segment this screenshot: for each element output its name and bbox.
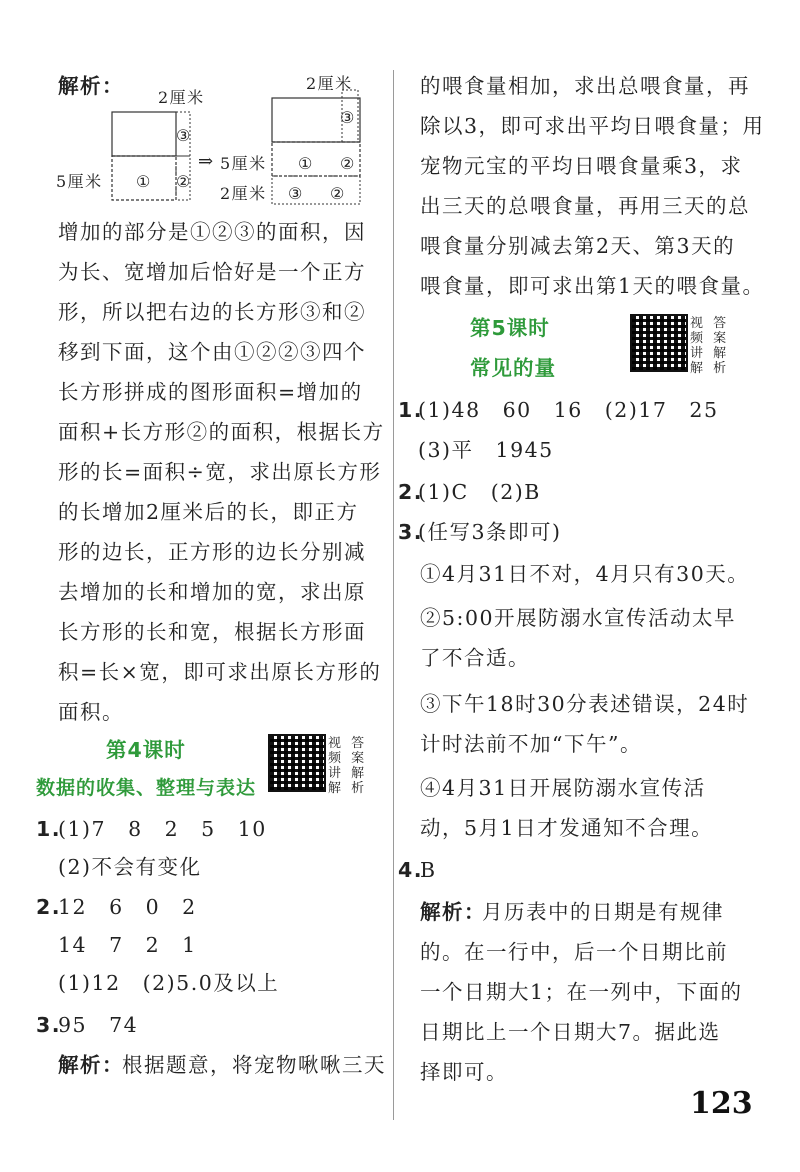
answer-item: 计时法前不加“下午”。 — [420, 732, 642, 756]
question-number: 1. — [36, 817, 62, 841]
analysis-text-line: 形的长=面积÷宽，求出原长方形 — [58, 460, 382, 484]
answer-line: 14 7 2 1 — [58, 933, 197, 957]
figure-circle-2c: ② — [330, 184, 346, 203]
figure-circle-3b: ③ — [340, 108, 356, 127]
figure-label-bottom-right: 2厘米 — [220, 184, 267, 203]
analysis-text-line: 出三天的总喂食量，再用三天的总 — [420, 194, 750, 218]
answer-item: 了不合适。 — [420, 646, 530, 670]
analysis-text-line: 增加的部分是①②③的面积，因 — [58, 220, 366, 244]
figure-label-top-left: 2厘米 — [158, 88, 205, 107]
figure-circle-1b: ① — [298, 154, 314, 173]
answer-item: 动，5月1日才发通知不合理。 — [420, 816, 714, 840]
figure-circle-1: ① — [136, 172, 152, 191]
figure-arrow: ⇒ — [198, 151, 215, 172]
figure-circle-3c: ③ — [288, 184, 304, 203]
question-number: 4. — [398, 858, 424, 882]
question-number: 1. — [398, 398, 424, 422]
analysis-label: 解析： — [58, 1053, 124, 1077]
answer-item: ④4月31日开展防溺水宣传活 — [420, 776, 706, 800]
analysis-text-line: 喂食量，即可求出第1天的喂食量。 — [420, 274, 765, 298]
qr-label: 视 答 — [690, 316, 730, 331]
qr-code-icon[interactable] — [268, 734, 326, 792]
question-number: 2. — [398, 480, 424, 504]
answer-line: (1)48 60 16 (2)17 25 — [418, 398, 719, 422]
qr-label: 频 案 — [690, 331, 730, 346]
qr-label: 解 析 — [690, 361, 730, 376]
question-number: 2. — [36, 895, 62, 919]
answer-line: (1)7 8 2 5 10 — [58, 817, 267, 841]
qr-label: 频 案 — [328, 751, 368, 766]
analysis-text-line: 宠物元宝的平均日喂食量乘3，求 — [420, 154, 743, 178]
answer-item: ①4月31日不对，4月只有30天。 — [420, 562, 750, 586]
analysis-text-line: 一个日期大1；在一列中，下面的 — [420, 980, 743, 1004]
analysis-text-line: 为长、宽增加后恰好是一个正方 — [58, 260, 366, 284]
answer-line: (1)12 (2)5.0及以上 — [58, 971, 280, 995]
answer-line: 12 6 0 2 — [58, 895, 197, 919]
analysis-text-line: 的喂食量相加，求出总喂食量，再 — [420, 74, 750, 98]
analysis-text-line: 形的边长，正方形的边长分别减 — [58, 540, 366, 564]
analysis-text-line: 形，所以把右边的长方形③和② — [58, 300, 366, 324]
lesson-5-subtitle: 常见的量 — [470, 356, 556, 380]
figure-label-side-right: 5厘米 — [220, 154, 267, 173]
answer-line: B — [420, 858, 437, 882]
analysis-text-line: 喂食量分别减去第2天、第3天的 — [420, 234, 736, 258]
analysis-text-line: 择即可。 — [420, 1060, 508, 1084]
analysis-text-line: 长方形的长和宽，根据长方形面 — [58, 620, 366, 644]
analysis-text-line: 的。在一行中，后一个日期比前 — [420, 940, 728, 964]
figure-circle-3: ③ — [176, 126, 192, 145]
figure-label-top-right: 2厘米 — [306, 74, 353, 93]
analysis-text-line: 长方形拼成的图形面积=增加的 — [58, 380, 363, 404]
question-number: 3. — [36, 1013, 62, 1037]
answer-item: ②5:00开展防溺水宣传活动太早 — [420, 606, 737, 630]
answer-item: ③下午18时30分表述错误，24时 — [420, 692, 750, 716]
figure-circle-2: ② — [176, 172, 192, 191]
answer-line: (3)平 1945 — [418, 438, 554, 462]
answer-line: (2)不会有变化 — [58, 855, 202, 879]
qr-label: 解 析 — [328, 781, 368, 796]
page-number: 123 — [690, 1086, 753, 1121]
analysis-text-line: 移到下面，这个由①②②③四个 — [58, 340, 366, 364]
analysis-text-line: 除以3，即可求出平均日喂食量；用 — [420, 114, 765, 138]
qr-label: 讲 解 — [690, 346, 730, 361]
analysis-text-line: 根据题意，将宠物啾啾三天 — [122, 1053, 386, 1077]
analysis-text-line: 面积+长方形②的面积，根据长方 — [58, 420, 385, 444]
analysis-text-line: 积=长×宽，即可求出原长方形的 — [58, 660, 382, 684]
analysis-text-line: 去增加的长和增加的宽，求出原 — [58, 580, 366, 604]
qr-code-icon[interactable] — [630, 314, 688, 372]
lesson-4-subtitle: 数据的收集、整理与表达 — [36, 777, 257, 799]
answer-line: 95 74 — [58, 1013, 139, 1037]
qr-label: 视 答 — [328, 736, 368, 751]
analysis-text-line: 日期比上一个日期大7。据此选 — [420, 1020, 721, 1044]
figure-circle-2b: ② — [340, 154, 356, 173]
analysis-text-line: 月历表中的日期是有规律 — [482, 900, 724, 924]
analysis-text-line: 面积。 — [58, 700, 124, 724]
analysis-label: 解析： — [58, 74, 124, 98]
qr-label: 讲 解 — [328, 766, 368, 781]
lesson-5-title: 第5课时 — [470, 316, 550, 340]
answer-line: (任写3条即可) — [418, 520, 562, 544]
analysis-text-line: 的长增加2厘米后的长，即正方 — [58, 500, 359, 524]
question-number: 3. — [398, 520, 424, 544]
column-divider — [393, 70, 394, 1120]
answer-line: (1)C (2)B — [418, 480, 541, 504]
analysis-label: 解析： — [420, 900, 486, 924]
figure-label-side-left: 5厘米 — [56, 172, 103, 191]
lesson-4-title: 第4课时 — [106, 738, 186, 762]
original-rectangle — [112, 112, 176, 156]
